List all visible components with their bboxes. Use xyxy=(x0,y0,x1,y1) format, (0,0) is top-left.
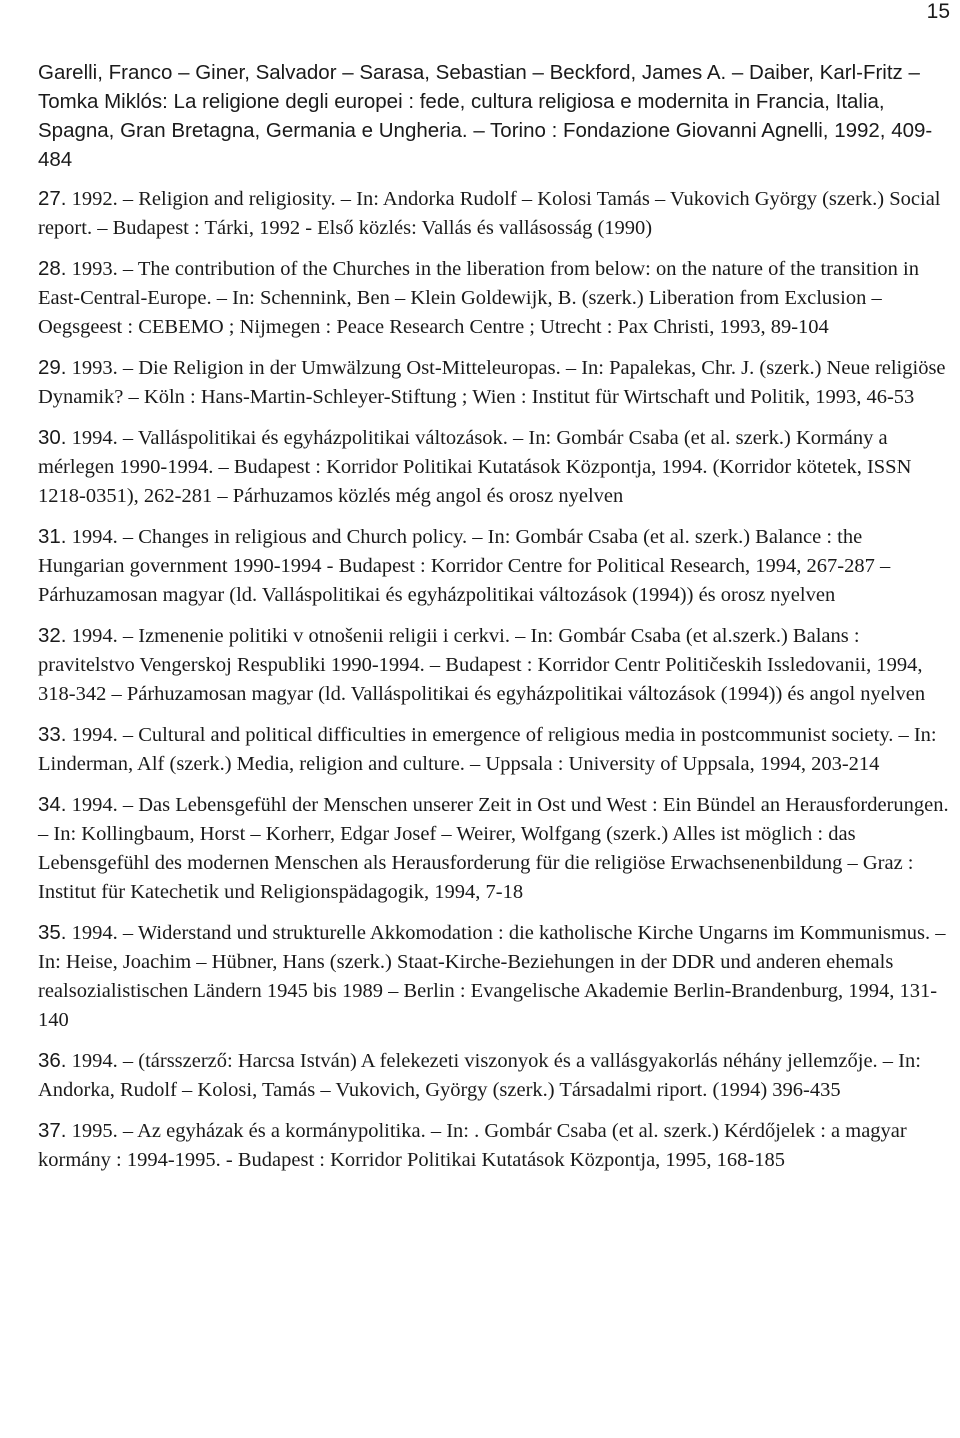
bibliography-entry xyxy=(38,353,952,412)
entry-number: 32. xyxy=(38,624,67,647)
entry-number: 27. xyxy=(38,187,67,210)
entry-text: 1994. – Changes in religious and Church policy. – In: Gombár Csaba (et al. szerk.) Balance : the Hungarian government 1990-1994 - Budapest : Korridor Centre for Political Research, 1994, 267-287 – Párhuzamosan magyar (ld. Valláspolitikai és egyházpolitikai változások (1994)) és orosz nyelven xyxy=(38,526,891,606)
bibliography-entry xyxy=(38,790,952,907)
entry-text: 1993. – Die Religion in der Umwälzung Ost-Mitteleuropas. – In: Papalekas, Chr. J. (szerk.) Neue religiöse Dynamik? – Köln : Hans-Martin-Schleyer-Stiftung ; Wien : Institut für Wirtschaft und Politik, 1993, 46-53 xyxy=(38,357,946,408)
entry-text: 1994. – Widerstand und strukturelle Akkomodation : die katholische Kirche Ungarns im Kommunismus. – In: Heise, Joachim – Hübner, Hans (szerk.) Staat-Kirche-Beziehungen in der DDR und anderen ehemals realsozialistischen Ländern 1945 bis 1989 – Berlin : Evangelische Akademie Berlin-Brandenburg, 1994, 131-140 xyxy=(38,922,946,1031)
bibliography-entry xyxy=(38,254,952,342)
bibliography-entry xyxy=(38,522,952,610)
entry-text: 1994. – Valláspolitikai és egyházpolitikai változások. – In: Gombár Csaba (et al. szerk.) Kormány a mérlegen 1990-1994. – Budapest : Korridor Politikai Kutatások Központja, 1994. (Korridor kötetek, ISSN 1218-0351), 262-281 – Párhuzamos közlés még angol és orosz nyelven xyxy=(38,427,912,507)
bibliography-entry xyxy=(38,423,952,511)
entry-text: 1994. – Cultural and political difficulties in emergence of religious media in postcommunist society. – In: Linderman, Alf (szerk.) Media, religion and culture. – Uppsala : University of Uppsala, 1994, 203-214 xyxy=(38,724,937,775)
entry-number: 34. xyxy=(38,793,67,816)
entry-number: 33. xyxy=(38,723,67,746)
entry-text: 1992. – Religion and religiosity. – In: Andorka Rudolf – Kolosi Tamás – Vukovich György (szerk.) Social report. – Budapest : Tárki, 1992 - Első közlés: Vallás és vallásosság (1990) xyxy=(38,188,941,239)
entry-number: 30. xyxy=(38,426,67,449)
entry-number: 28. xyxy=(38,257,67,280)
bibliography-entry xyxy=(38,918,952,1035)
entry-text: 1994. – Das Lebensgefühl der Menschen unserer Zeit in Ost und West : Ein Bündel an Herausforderungen. – In: Kollingbaum, Horst – Korherr, Edgar Josef – Weirer, Wolfgang (szerk.) Alles ist möglich : das Lebensgefühl des modernen Menschen als Herausforderung für die religiöse Erwachsenenbildung – Graz : Institut für Katechetik und Religionspädagogik, 1994, 7-18 xyxy=(38,794,949,903)
entry-text: 1994. – (társszerző: Harcsa István) A felekezeti viszonyok és a vallásgyakorlás néhány jellemzője. – In: Andorka, Rudolf – Kolosi, Tamás – Vukovich, György (szerk.) Társadalmi riport. (1994) 396-435 xyxy=(38,1050,921,1101)
entry-number: 36. xyxy=(38,1049,67,1072)
bibliography-entry xyxy=(38,720,952,779)
bibliography-entry xyxy=(38,1046,952,1105)
entry-text: 1994. – Izmenenie politiki v otnošenii religii i cerkvi. – In: Gombár Csaba (et al.szerk.) Balans : pravitelstvo Vengerskoj Respubliki 1990-1994. – Budapest : Korridor Centr Političeskih Issledovanii, 1994, 318-342 – Párhuzamosan magyar (ld. Valláspolitikai és egyházpolitikai változások (1994)) és angol nyelven xyxy=(38,625,926,705)
entry-number: 35. xyxy=(38,921,67,944)
intro-entry: Garelli, Franco – Giner, Salvador – Sarasa, Sebastian – Beckford, James A. – Daiber, Karl-Fritz – Tomka Miklós: La religione degli europei : fede, cultura religiosa e modernita in Francia, Italia, Spagna, Gran Bretagna, Germania e Ungheria. – Torino : Fondazione Giovanni Agnelli, 1992, 409-484 xyxy=(38,61,933,171)
bibliography-entry xyxy=(38,1116,952,1175)
entry-number: 29. xyxy=(38,356,67,379)
page-number: 15 xyxy=(926,0,950,23)
bibliography-entry xyxy=(38,184,952,243)
entry-text: 1993. – The contribution of the Churches in the liberation from below: on the nature of the transition in East-Central-Europe. – In: Schennink, Ben – Klein Goldewijk, B. (szerk.) Liberation from Exclusion – Oegsgeest : CEBEMO ; Nijmegen : Peace Research Centre ; Utrecht : Pax Christi, 1993, 89-104 xyxy=(38,258,919,338)
bibliography-entry xyxy=(38,621,952,709)
entry-number: 31. xyxy=(38,525,67,548)
entry-text: 1995. – Az egyházak és a kormánypolitika. – In: . Gombár Csaba (et al. szerk.) Kérdőjelek : a magyar kormány : 1994-1995. - Budapest : Korridor Politikai Kutatások Központja, 1995, 168-185 xyxy=(38,1120,907,1171)
entry-number: 37. xyxy=(38,1119,67,1142)
bibliography-list xyxy=(38,184,952,1186)
